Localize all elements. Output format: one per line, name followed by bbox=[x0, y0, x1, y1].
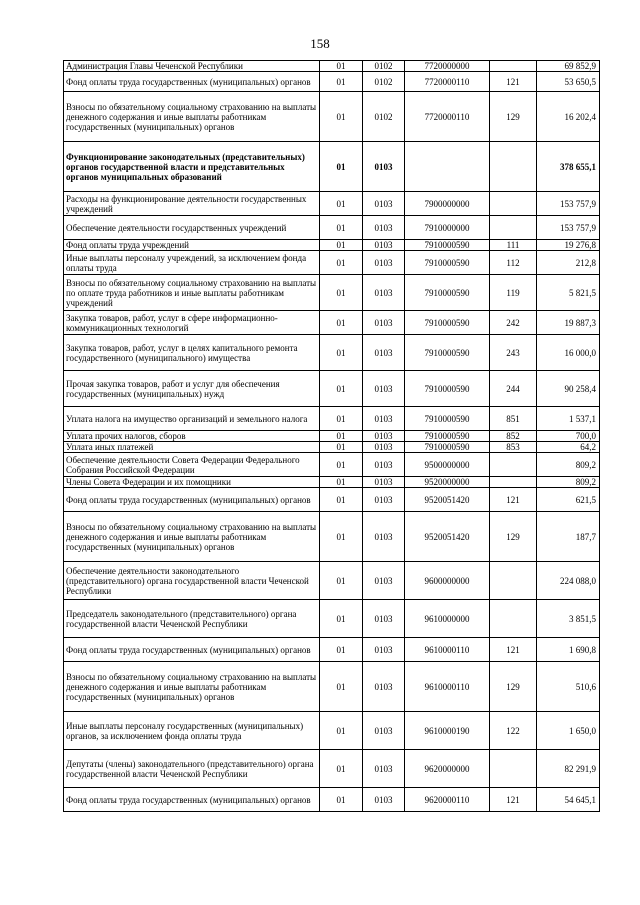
row-subsection-cell: 0102 bbox=[363, 92, 405, 142]
row-subsection-cell: 0103 bbox=[363, 442, 405, 453]
row-name-cell: Члены Совета Федерации и их помощники bbox=[64, 477, 320, 488]
row-subsection-cell: 0103 bbox=[363, 477, 405, 488]
row-amount-cell: 700,0 bbox=[537, 431, 600, 442]
table-row bbox=[64, 662, 600, 712]
row-expense-type-cell bbox=[490, 216, 537, 240]
row-amount-cell: 809,2 bbox=[537, 453, 600, 477]
row-subsection-cell: 0103 bbox=[363, 275, 405, 311]
row-name-cell: Иные выплаты персоналу учреждений, за исключением фонда оплаты труда bbox=[64, 251, 320, 275]
row-subsection-cell: 0103 bbox=[363, 750, 405, 788]
row-subsection-cell: 0103 bbox=[363, 512, 405, 562]
table-row bbox=[64, 600, 600, 638]
row-amount-cell: 187,7 bbox=[537, 512, 600, 562]
row-name-cell: Фонд оплаты труда государственных (муниципальных) органов bbox=[64, 788, 320, 812]
row-section-cell: 01 bbox=[320, 407, 363, 431]
row-amount-cell: 1 690,8 bbox=[537, 638, 600, 662]
row-subsection-cell: 0103 bbox=[363, 712, 405, 750]
table-row bbox=[64, 92, 600, 142]
row-amount-cell: 16 000,0 bbox=[537, 335, 600, 371]
row-subsection-cell: 0103 bbox=[363, 311, 405, 335]
row-expense-type-cell: 242 bbox=[490, 311, 537, 335]
row-section-cell: 01 bbox=[320, 638, 363, 662]
row-section-cell: 01 bbox=[320, 562, 363, 600]
row-section-cell: 01 bbox=[320, 712, 363, 750]
row-name-cell: Закупка товаров, работ, услуг в целях капитального ремонта государственного (муниципального) имущества bbox=[64, 335, 320, 371]
row-name-cell: Закупка товаров, работ, услуг в сфере информационно-коммуникационных технологий bbox=[64, 311, 320, 335]
row-name-cell: Председатель законодательного (представительного) органа государственной власти Чеченской Республики bbox=[64, 600, 320, 638]
row-target-article-cell: 7900000000 bbox=[405, 192, 490, 216]
row-expense-type-cell bbox=[490, 142, 537, 192]
row-subsection-cell: 0103 bbox=[363, 562, 405, 600]
row-expense-type-cell: 121 bbox=[490, 72, 537, 92]
row-name-cell: Расходы на функционирование деятельности государственных учреждений bbox=[64, 192, 320, 216]
table-row bbox=[64, 788, 600, 812]
row-target-article-cell: 7910000590 bbox=[405, 431, 490, 442]
row-section-cell: 01 bbox=[320, 240, 363, 251]
row-expense-type-cell bbox=[490, 477, 537, 488]
row-subsection-cell: 0103 bbox=[363, 335, 405, 371]
table-row bbox=[64, 72, 600, 92]
row-target-article-cell: 7910000590 bbox=[405, 407, 490, 431]
row-amount-cell: 5 821,5 bbox=[537, 275, 600, 311]
row-subsection-cell: 0102 bbox=[363, 61, 405, 72]
table-row bbox=[64, 750, 600, 788]
row-target-article-cell: 9620000000 bbox=[405, 750, 490, 788]
row-expense-type-cell bbox=[490, 562, 537, 600]
row-amount-cell: 510,6 bbox=[537, 662, 600, 712]
row-expense-type-cell: 243 bbox=[490, 335, 537, 371]
row-name-cell: Фонд оплаты труда государственных (муниципальных) органов bbox=[64, 488, 320, 512]
row-name-cell: Обеспечение деятельности государственных учреждений bbox=[64, 216, 320, 240]
row-subsection-cell: 0103 bbox=[363, 407, 405, 431]
row-section-cell: 01 bbox=[320, 788, 363, 812]
row-expense-type-cell: 121 bbox=[490, 788, 537, 812]
row-name-cell: Депутаты (члены) законодательного (представительного) органа государственной власти Чеченской Республики bbox=[64, 750, 320, 788]
row-target-article-cell: 7910000590 bbox=[405, 275, 490, 311]
row-amount-cell: 90 258,4 bbox=[537, 371, 600, 407]
row-expense-type-cell: 122 bbox=[490, 712, 537, 750]
row-expense-type-cell: 852 bbox=[490, 431, 537, 442]
row-name-cell: Взносы по обязательному социальному страхованию на выплаты денежного содержания и иные выплаты работникам государственных (муниципальных) органов bbox=[64, 662, 320, 712]
row-target-article-cell: 7910000590 bbox=[405, 371, 490, 407]
row-amount-cell: 378 655,1 bbox=[537, 142, 600, 192]
row-section-cell: 01 bbox=[320, 275, 363, 311]
row-subsection-cell: 0103 bbox=[363, 662, 405, 712]
table-row bbox=[64, 453, 600, 477]
row-section-cell: 01 bbox=[320, 371, 363, 407]
table-row bbox=[64, 275, 600, 311]
row-target-article-cell: 9520000000 bbox=[405, 477, 490, 488]
row-subsection-cell: 0103 bbox=[363, 192, 405, 216]
row-section-cell: 01 bbox=[320, 488, 363, 512]
row-subsection-cell: 0103 bbox=[363, 371, 405, 407]
budget-table bbox=[63, 60, 600, 812]
row-target-article-cell: 7910000590 bbox=[405, 240, 490, 251]
row-section-cell: 01 bbox=[320, 216, 363, 240]
table-row bbox=[64, 192, 600, 216]
row-name-cell: Уплата налога на имущество организаций и земельного налога bbox=[64, 407, 320, 431]
row-name-cell: Взносы по обязательному социальному страхованию на выплаты по оплате труда работников и иные выплаты работникам учреждений bbox=[64, 275, 320, 311]
row-subsection-cell: 0103 bbox=[363, 431, 405, 442]
row-name-cell: Взносы по обязательному социальному страхованию на выплаты денежного содержания и иные выплаты работникам государственных (муниципальных) органов bbox=[64, 92, 320, 142]
budget-table-body bbox=[64, 61, 600, 812]
row-amount-cell: 212,8 bbox=[537, 251, 600, 275]
table-row bbox=[64, 562, 600, 600]
row-expense-type-cell: 853 bbox=[490, 442, 537, 453]
row-section-cell: 01 bbox=[320, 335, 363, 371]
row-section-cell: 01 bbox=[320, 61, 363, 72]
row-amount-cell: 19 276,8 bbox=[537, 240, 600, 251]
row-section-cell: 01 bbox=[320, 750, 363, 788]
row-target-article-cell bbox=[405, 142, 490, 192]
row-expense-type-cell bbox=[490, 600, 537, 638]
row-target-article-cell: 9500000000 bbox=[405, 453, 490, 477]
row-name-cell: Фонд оплаты труда государственных (муниципальных) органов bbox=[64, 72, 320, 92]
table-row bbox=[64, 311, 600, 335]
page-number: 158 bbox=[310, 36, 330, 51]
row-section-cell: 01 bbox=[320, 442, 363, 453]
row-expense-type-cell: 129 bbox=[490, 92, 537, 142]
table-row bbox=[64, 407, 600, 431]
row-name-cell: Обеспечение деятельности Совета Федерации Федерального Собрания Российской Федерации bbox=[64, 453, 320, 477]
row-expense-type-cell bbox=[490, 750, 537, 788]
table-row bbox=[64, 142, 600, 192]
row-amount-cell: 54 645,1 bbox=[537, 788, 600, 812]
row-section-cell: 01 bbox=[320, 311, 363, 335]
row-name-cell: Функционирование законодательных (представительных) органов государственной власти и представительных органов муниципальных образований bbox=[64, 142, 320, 192]
row-target-article-cell: 7910000590 bbox=[405, 311, 490, 335]
row-expense-type-cell: 121 bbox=[490, 638, 537, 662]
table-row bbox=[64, 477, 600, 488]
row-subsection-cell: 0103 bbox=[363, 600, 405, 638]
row-amount-cell: 1 537,1 bbox=[537, 407, 600, 431]
table-row bbox=[64, 488, 600, 512]
row-amount-cell: 82 291,9 bbox=[537, 750, 600, 788]
row-name-cell: Взносы по обязательному социальному страхованию на выплаты денежного содержания и иные выплаты работникам государственных (муниципальных) органов bbox=[64, 512, 320, 562]
row-subsection-cell: 0103 bbox=[363, 142, 405, 192]
row-subsection-cell: 0103 bbox=[363, 488, 405, 512]
row-name-cell: Фонд оплаты труда государственных (муниципальных) органов bbox=[64, 638, 320, 662]
row-expense-type-cell: 129 bbox=[490, 512, 537, 562]
row-section-cell: 01 bbox=[320, 662, 363, 712]
row-target-article-cell: 7910000590 bbox=[405, 442, 490, 453]
row-target-article-cell: 9520051420 bbox=[405, 488, 490, 512]
row-name-cell: Уплата иных платежей bbox=[64, 442, 320, 453]
row-section-cell: 01 bbox=[320, 142, 363, 192]
row-subsection-cell: 0103 bbox=[363, 240, 405, 251]
row-target-article-cell: 9610000190 bbox=[405, 712, 490, 750]
row-target-article-cell: 9610000000 bbox=[405, 600, 490, 638]
row-subsection-cell: 0103 bbox=[363, 788, 405, 812]
table-row bbox=[64, 61, 600, 72]
table-row bbox=[64, 240, 600, 251]
row-target-article-cell: 9520051420 bbox=[405, 512, 490, 562]
row-target-article-cell: 7910000000 bbox=[405, 216, 490, 240]
row-amount-cell: 3 851,5 bbox=[537, 600, 600, 638]
row-expense-type-cell: 112 bbox=[490, 251, 537, 275]
row-expense-type-cell bbox=[490, 61, 537, 72]
row-amount-cell: 621,5 bbox=[537, 488, 600, 512]
row-amount-cell: 69 852,9 bbox=[537, 61, 600, 72]
row-amount-cell: 64,2 bbox=[537, 442, 600, 453]
table-row bbox=[64, 371, 600, 407]
row-amount-cell: 809,2 bbox=[537, 477, 600, 488]
row-section-cell: 01 bbox=[320, 600, 363, 638]
row-section-cell: 01 bbox=[320, 477, 363, 488]
row-section-cell: 01 bbox=[320, 251, 363, 275]
row-target-article-cell: 9600000000 bbox=[405, 562, 490, 600]
row-amount-cell: 1 650,0 bbox=[537, 712, 600, 750]
row-amount-cell: 153 757,9 bbox=[537, 216, 600, 240]
row-subsection-cell: 0102 bbox=[363, 72, 405, 92]
row-target-article-cell: 7720000000 bbox=[405, 61, 490, 72]
row-target-article-cell: 9610000110 bbox=[405, 662, 490, 712]
table-row bbox=[64, 638, 600, 662]
table-row bbox=[64, 431, 600, 442]
table-row bbox=[64, 512, 600, 562]
row-expense-type-cell: 119 bbox=[490, 275, 537, 311]
row-name-cell: Иные выплаты персоналу государственных (муниципальных) органов, за исключением фонда оплаты труда bbox=[64, 712, 320, 750]
table-row bbox=[64, 712, 600, 750]
row-target-article-cell: 9610000110 bbox=[405, 638, 490, 662]
row-target-article-cell: 7910000590 bbox=[405, 251, 490, 275]
row-amount-cell: 53 650,5 bbox=[537, 72, 600, 92]
row-expense-type-cell: 111 bbox=[490, 240, 537, 251]
row-subsection-cell: 0103 bbox=[363, 453, 405, 477]
row-section-cell: 01 bbox=[320, 453, 363, 477]
row-name-cell: Прочая закупка товаров, работ и услуг для обеспечения государственных (муниципальных) нужд bbox=[64, 371, 320, 407]
row-section-cell: 01 bbox=[320, 92, 363, 142]
row-expense-type-cell: 244 bbox=[490, 371, 537, 407]
row-name-cell: Фонд оплаты труда учреждений bbox=[64, 240, 320, 251]
row-subsection-cell: 0103 bbox=[363, 251, 405, 275]
row-subsection-cell: 0103 bbox=[363, 216, 405, 240]
row-amount-cell: 16 202,4 bbox=[537, 92, 600, 142]
table-row bbox=[64, 251, 600, 275]
row-amount-cell: 153 757,9 bbox=[537, 192, 600, 216]
row-section-cell: 01 bbox=[320, 431, 363, 442]
row-target-article-cell: 7910000590 bbox=[405, 335, 490, 371]
row-amount-cell: 19 887,3 bbox=[537, 311, 600, 335]
row-section-cell: 01 bbox=[320, 192, 363, 216]
row-expense-type-cell: 851 bbox=[490, 407, 537, 431]
row-expense-type-cell: 121 bbox=[490, 488, 537, 512]
row-expense-type-cell: 129 bbox=[490, 662, 537, 712]
row-expense-type-cell bbox=[490, 192, 537, 216]
row-expense-type-cell bbox=[490, 453, 537, 477]
row-name-cell: Уплата прочих налогов, сборов bbox=[64, 431, 320, 442]
row-name-cell: Администрация Главы Чеченской Республики bbox=[64, 61, 320, 72]
row-name-cell: Обеспечение деятельности законодательного (представительного) органа государственной власти Чеченской Республики bbox=[64, 562, 320, 600]
row-target-article-cell: 7720000110 bbox=[405, 92, 490, 142]
row-target-article-cell: 7720000110 bbox=[405, 72, 490, 92]
table-row bbox=[64, 335, 600, 371]
row-amount-cell: 224 088,0 bbox=[537, 562, 600, 600]
table-row bbox=[64, 216, 600, 240]
row-target-article-cell: 9620000110 bbox=[405, 788, 490, 812]
row-section-cell: 01 bbox=[320, 512, 363, 562]
table-row bbox=[64, 442, 600, 453]
row-subsection-cell: 0103 bbox=[363, 638, 405, 662]
row-section-cell: 01 bbox=[320, 72, 363, 92]
